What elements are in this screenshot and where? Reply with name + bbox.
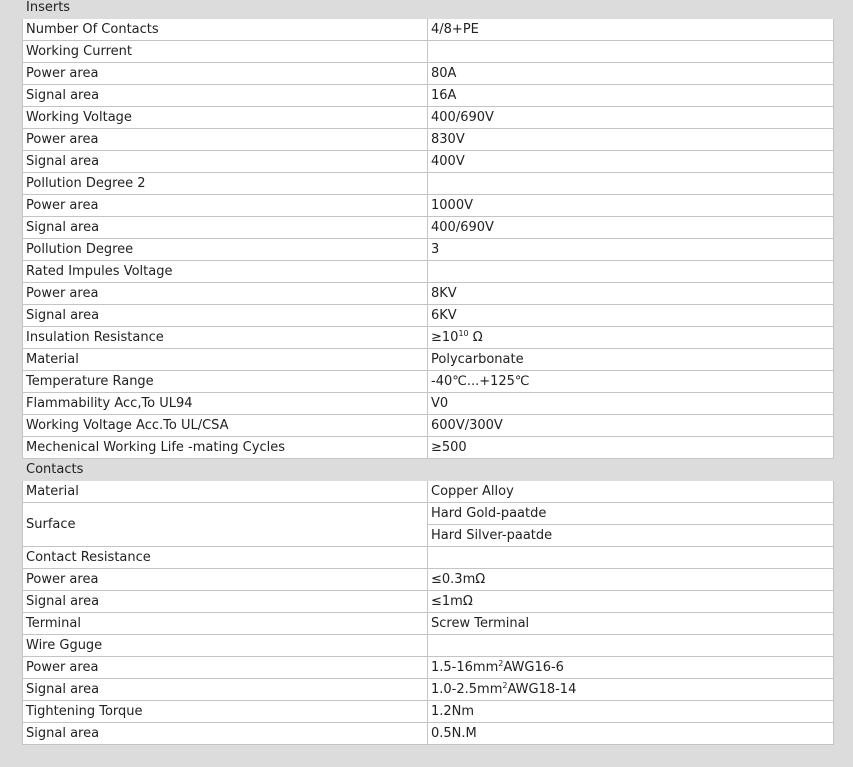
row-label: Signal area [23,591,428,613]
row-value-cell [428,723,834,745]
row-label: Temperature Range [23,371,428,393]
table-row [23,635,834,657]
row-value: -40℃...+125℃ [431,374,530,389]
value-suffix: AWG18-14 [507,682,577,697]
table-row [23,701,834,723]
row-value-cell [428,261,834,283]
row-value-cell [428,635,834,657]
row-value-cell [428,41,834,63]
row-value: 4/8+PE [431,22,479,37]
row-label: Material [23,349,428,371]
row-label: Pollution Degree [23,239,428,261]
row-label: Signal area [23,723,428,745]
row-value: ≤1mΩ [431,594,473,609]
table-row [23,41,834,63]
table-row [23,437,834,459]
row-value: ≥10 [431,330,459,345]
row-value-cell [428,393,834,415]
table-row [23,349,834,371]
row-value-cell [428,613,834,635]
table-row [23,393,834,415]
row-value: 3 [431,242,440,257]
table-row [23,481,834,503]
section-title: Inserts [23,0,428,19]
row-label: Pollution Degree 2 [23,173,428,195]
row-value: Polycarbonate [431,352,524,367]
row-label: Wire Gguge [23,635,428,657]
row-value-cell [428,195,834,217]
row-value-cell [428,239,834,261]
row-value: 830V [431,132,465,147]
table-row [23,657,834,679]
section-blank [428,0,834,19]
row-value: 400/690V [431,220,494,235]
row-value: Hard Gold-paatde [428,503,834,525]
row-value-cell [428,437,834,459]
value-superscript: 10 [458,329,469,338]
row-value: 0.5N.M [431,726,477,741]
row-label: Working Voltage [23,107,428,129]
spec-table [22,0,834,745]
row-value: 600V/300V [431,418,503,433]
row-label: Mechenical Working Life -mating Cycles [23,437,428,459]
row-label: Number Of Contacts [23,19,428,41]
row-value-cell [428,107,834,129]
table-row [23,679,834,701]
table-row [23,85,834,107]
row-label: Surface [23,503,428,547]
table-row [23,327,834,349]
value-superscript: 2 [498,659,504,668]
table-row [23,151,834,173]
row-value: 400/690V [431,110,494,125]
row-value-cell [428,283,834,305]
row-value-cell [428,129,834,151]
section-header [23,459,834,481]
row-value-cell [428,371,834,393]
row-value-cell [428,349,834,371]
table-row [23,283,834,305]
row-value: 80A [431,66,457,81]
row-value-cell [428,327,834,349]
row-value: 400V [431,154,465,169]
table-row [23,569,834,591]
row-value-cell [428,217,834,239]
row-value: Hard Silver-paatde [428,525,834,547]
row-label: Power area [23,569,428,591]
table-row [23,239,834,261]
row-value-cell [428,481,834,503]
row-value-cell [428,415,834,437]
row-label: Tightening Torque [23,701,428,723]
row-value: V0 [431,396,449,411]
row-label: Power area [23,63,428,85]
row-value-cell [428,591,834,613]
row-value: 16A [431,88,457,103]
row-value: 1000V [431,198,473,213]
row-label: Material [23,481,428,503]
row-value: 8KV [431,286,457,301]
section-blank [428,459,834,481]
row-value-cell [428,701,834,723]
row-value: Copper Alloy [431,484,514,499]
row-value-cell [428,657,834,679]
row-label: Power area [23,195,428,217]
row-label: Power area [23,657,428,679]
row-label: Signal area [23,679,428,701]
row-value-cell [428,305,834,327]
row-value-cell [428,569,834,591]
table-row [23,503,834,525]
row-value-cell [428,679,834,701]
row-value: 6KV [431,308,457,323]
table-row [23,371,834,393]
row-label: Working Voltage Acc.To UL/CSA [23,415,428,437]
row-value: ≤0.3mΩ [431,572,486,587]
table-row [23,217,834,239]
row-value-cell [428,547,834,569]
value-suffix: AWG16-6 [503,660,564,675]
table-row [23,305,834,327]
row-label: Signal area [23,151,428,173]
row-label: Terminal [23,613,428,635]
row-value-cell [428,63,834,85]
row-label: Signal area [23,85,428,107]
row-label: Power area [23,283,428,305]
row-label: Insulation Resistance [23,327,428,349]
row-label: Contact Resistance [23,547,428,569]
table-row [23,591,834,613]
table-row [23,19,834,41]
row-value: Screw Terminal [431,616,530,631]
row-value-cell [428,151,834,173]
section-title: Contacts [23,459,428,481]
row-label: Signal area [23,217,428,239]
value-superscript: 2 [502,681,508,690]
table-row [23,107,834,129]
section-header [23,0,834,19]
table-row [23,173,834,195]
row-value-cell [428,173,834,195]
table-row [23,547,834,569]
row-label: Working Current [23,41,428,63]
table-row [23,129,834,151]
row-value: 1.0-2.5mm [431,682,503,697]
row-value: 1.2Nm [431,704,475,719]
value-suffix: Ω [468,330,483,345]
row-value-cell [428,85,834,107]
row-label: Flammability Acc,To UL94 [23,393,428,415]
table-row [23,261,834,283]
table-row [23,723,834,745]
table-row [23,613,834,635]
row-label: Rated Impules Voltage [23,261,428,283]
row-label: Signal area [23,305,428,327]
row-value: 1.5-16mm [431,660,499,675]
table-row [23,195,834,217]
table-row [23,63,834,85]
row-label: Power area [23,129,428,151]
row-value: ≥500 [431,440,467,455]
table-row [23,415,834,437]
row-value-cell [428,19,834,41]
